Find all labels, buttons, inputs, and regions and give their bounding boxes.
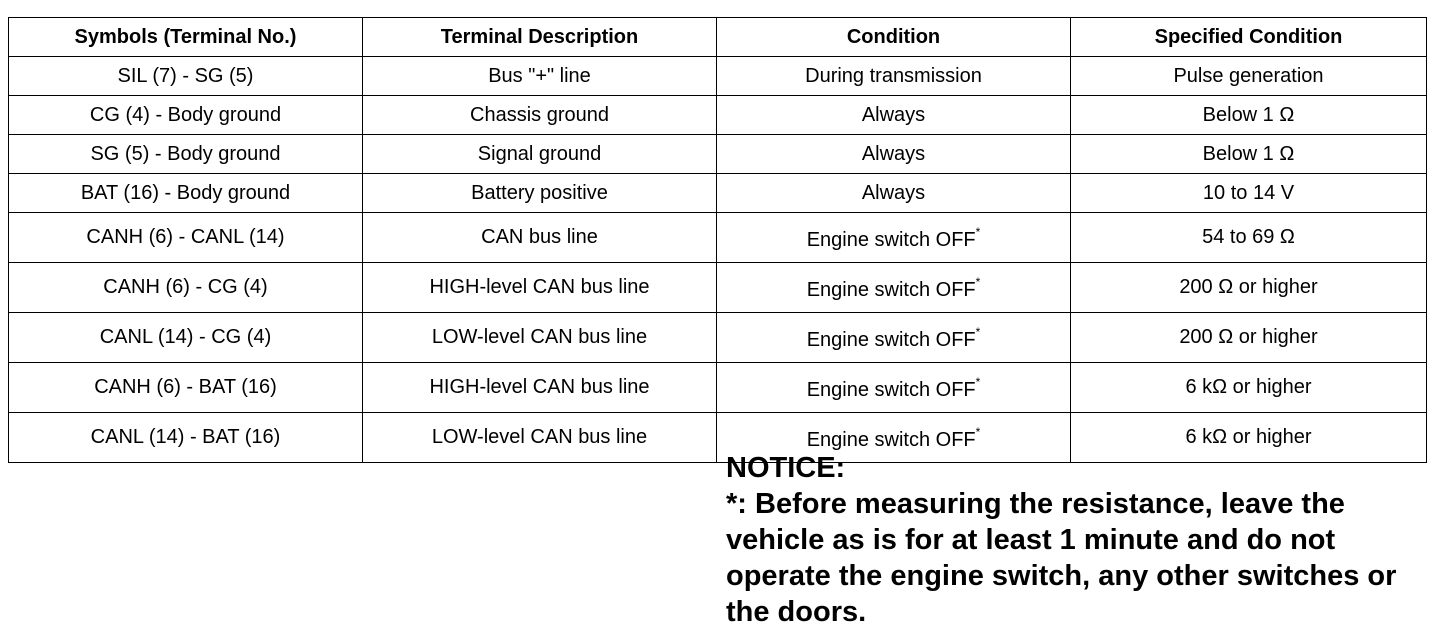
condition-cell — [717, 174, 1071, 213]
description-cell: HIGH-level CAN bus line — [363, 363, 717, 413]
condition-text: Engine switch OFF — [806, 229, 976, 251]
notice-title: NOTICE: — [726, 452, 846, 484]
condition-cell — [717, 135, 1071, 174]
header-terminal-description: Terminal Description — [363, 18, 717, 57]
table-row — [9, 57, 1427, 96]
description-cell: Battery positive — [363, 174, 717, 213]
table-body — [9, 57, 1427, 463]
condition-cell — [717, 57, 1071, 96]
condition-cell — [717, 263, 1071, 313]
symbol-cell: CG (4) - Body ground — [9, 96, 363, 135]
table-row — [9, 313, 1427, 363]
table-header-row — [9, 18, 1427, 57]
description-cell: LOW-level CAN bus line — [363, 413, 717, 463]
specified-condition-cell: Pulse generation — [1071, 57, 1427, 96]
symbol-cell: CANH (6) - BAT (16) — [9, 363, 363, 413]
header-specified-condition: Specified Condition — [1071, 18, 1427, 57]
symbol-cell: CANH (6) - CANL (14) — [9, 213, 363, 263]
description-cell: CAN bus line — [363, 213, 717, 263]
condition-cell — [717, 213, 1071, 263]
condition-text: Engine switch OFF — [806, 279, 976, 301]
description-cell: LOW-level CAN bus line — [363, 313, 717, 363]
symbol-cell: CANL (14) - BAT (16) — [9, 413, 363, 463]
table-row — [9, 96, 1427, 135]
condition-text: Engine switch OFF — [806, 379, 976, 401]
specified-condition-cell: 200 Ω or higher — [1071, 313, 1427, 363]
footnote-mark: * — [975, 375, 981, 389]
description-cell: Bus "+" line — [363, 57, 717, 96]
symbol-cell: CANH (6) - CG (4) — [9, 263, 363, 313]
table-row — [9, 363, 1427, 413]
condition-cell — [717, 363, 1071, 413]
header-symbols: Symbols (Terminal No.) — [9, 18, 363, 57]
specified-condition-cell: 6 kΩ or higher — [1071, 363, 1427, 413]
description-cell: Chassis ground — [363, 96, 717, 135]
condition-cell — [717, 313, 1071, 363]
specified-condition-cell: Below 1 Ω — [1071, 135, 1427, 174]
specified-condition-cell: 200 Ω or higher — [1071, 263, 1427, 313]
specified-condition-cell: 6 kΩ or higher — [1071, 413, 1427, 463]
table-row — [9, 213, 1427, 263]
footnote-mark: * — [975, 425, 981, 439]
notice-line: operate the engine switch, any other switches or — [726, 560, 1397, 592]
symbol-cell: CANL (14) - CG (4) — [9, 313, 363, 363]
notice-line: *: Before measuring the resistance, leave the — [726, 488, 1345, 520]
notice-block — [726, 450, 1436, 630]
footnote-mark: * — [975, 325, 981, 339]
table-row — [9, 174, 1427, 213]
specified-condition-cell: 54 to 69 Ω — [1071, 213, 1427, 263]
symbol-cell: SG (5) - Body ground — [9, 135, 363, 174]
condition-text: Always — [861, 181, 926, 204]
header-condition: Condition — [717, 18, 1071, 57]
description-cell: HIGH-level CAN bus line — [363, 263, 717, 313]
notice-line: vehicle as is for at least 1 minute and do not — [726, 524, 1336, 556]
table-row — [9, 263, 1427, 313]
condition-text: Engine switch OFF — [806, 429, 976, 451]
terminal-spec-table — [8, 17, 1427, 463]
symbol-cell: SIL (7) - SG (5) — [9, 57, 363, 96]
condition-text: Engine switch OFF — [806, 329, 976, 351]
condition-text: During transmission — [805, 64, 982, 87]
condition-cell — [717, 96, 1071, 135]
condition-text: Always — [861, 103, 926, 126]
footnote-mark: * — [975, 225, 981, 239]
notice-line: the doors. — [726, 596, 867, 628]
specified-condition-cell: 10 to 14 V — [1071, 174, 1427, 213]
symbol-cell: BAT (16) - Body ground — [9, 174, 363, 213]
condition-text: Always — [861, 142, 926, 165]
table-row — [9, 135, 1427, 174]
footnote-mark: * — [975, 275, 981, 289]
specified-condition-cell: Below 1 Ω — [1071, 96, 1427, 135]
description-cell: Signal ground — [363, 135, 717, 174]
